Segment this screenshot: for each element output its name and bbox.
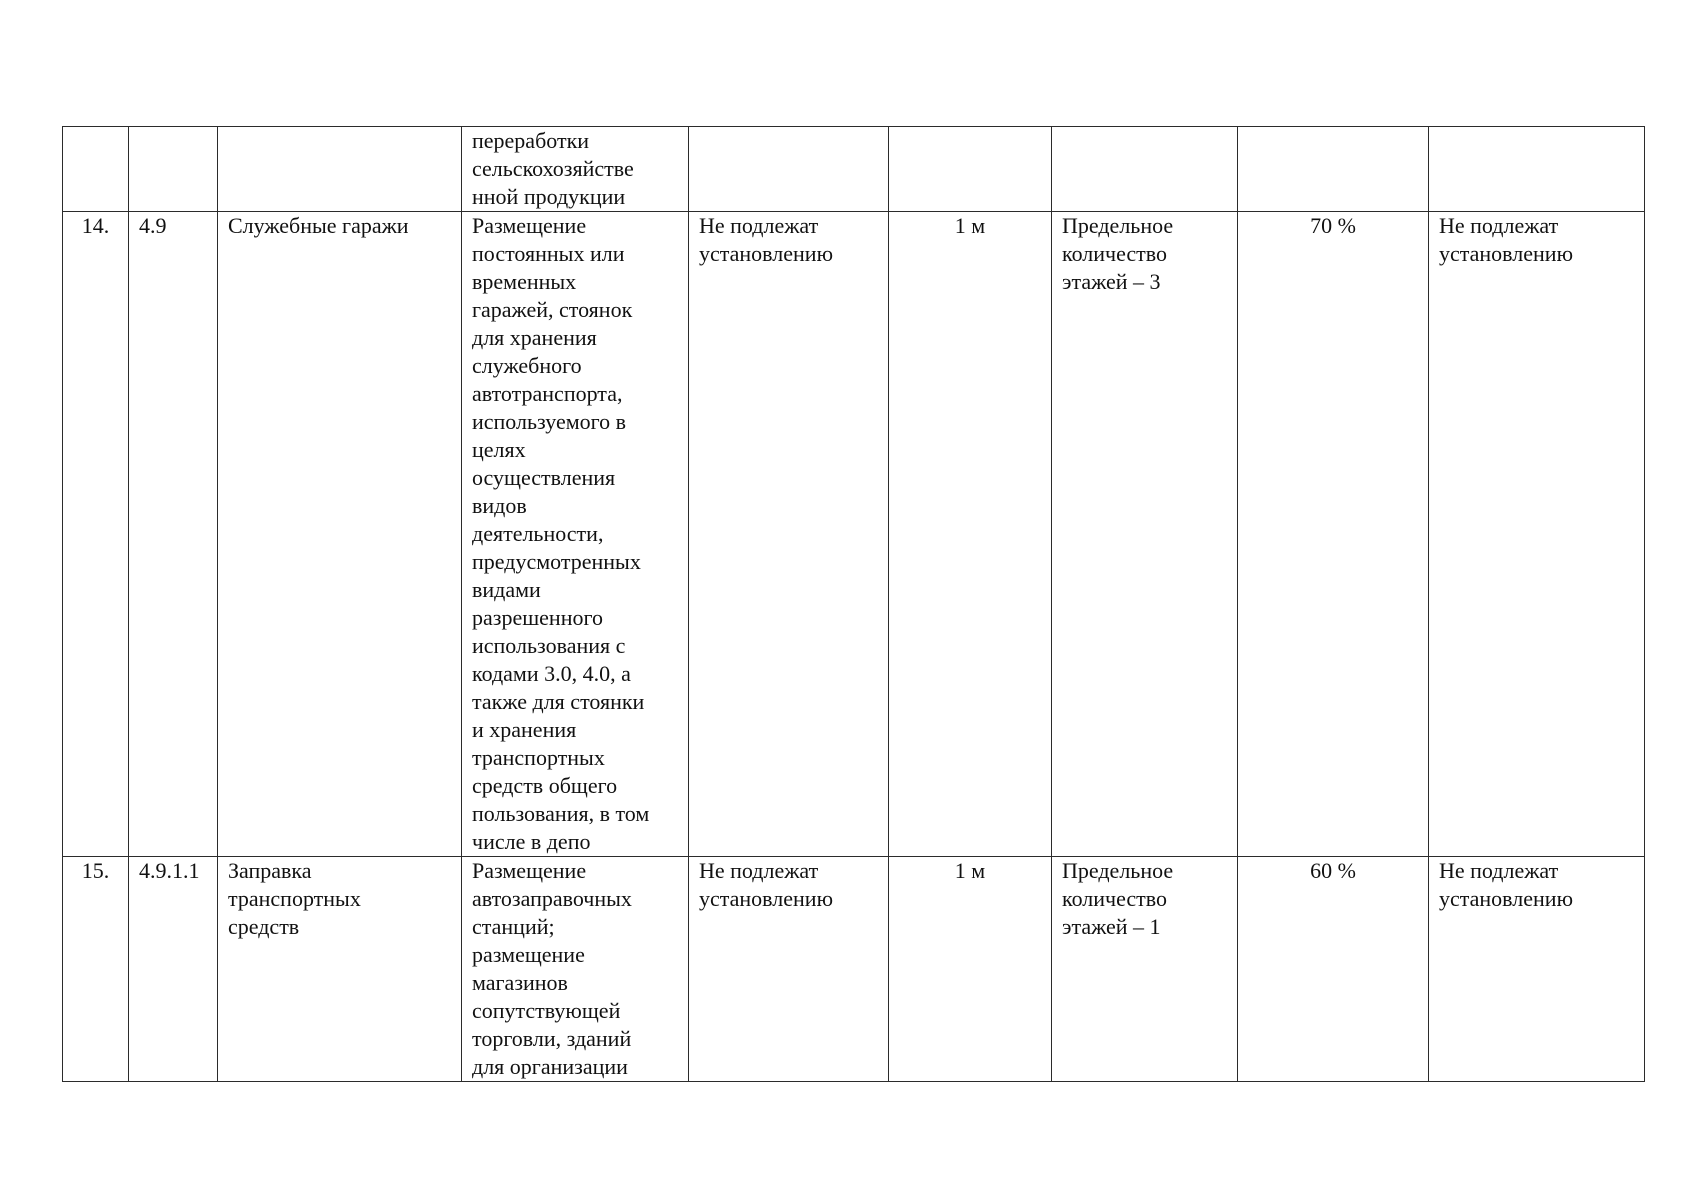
indent-cell: 1 м bbox=[889, 212, 1052, 857]
code-cell: 4.9 bbox=[129, 212, 218, 857]
floors-cell bbox=[1052, 127, 1238, 212]
row-number-cell bbox=[63, 127, 129, 212]
coverage-cell: 70 % bbox=[1238, 212, 1429, 857]
floors-cell: Предельное количество этажей – 1 bbox=[1052, 857, 1238, 1082]
row-number-cell: 15. bbox=[63, 857, 129, 1082]
floors-cell: Предельное количество этажей – 3 bbox=[1052, 212, 1238, 857]
other-params-cell: Не подлежат установлению bbox=[1429, 212, 1645, 857]
row-number-cell: 14. bbox=[63, 212, 129, 857]
table-row bbox=[63, 127, 1645, 212]
table-row bbox=[63, 857, 1645, 1082]
table-row bbox=[63, 212, 1645, 857]
min-area-cell: Не подлежат установлению bbox=[689, 212, 889, 857]
coverage-cell: 60 % bbox=[1238, 857, 1429, 1082]
code-cell: 4.9.1.1 bbox=[129, 857, 218, 1082]
use-description-cell: Размещение автозаправочных станций; размещение магазинов сопутствующей торговли, зданий для организации bbox=[462, 857, 689, 1082]
coverage-cell bbox=[1238, 127, 1429, 212]
min-area-cell bbox=[689, 127, 889, 212]
use-name-cell bbox=[218, 127, 462, 212]
use-name-cell: Служебные гаражи bbox=[218, 212, 462, 857]
other-params-cell: Не подлежат установлению bbox=[1429, 857, 1645, 1082]
zoning-regulations-table bbox=[62, 126, 1645, 1082]
use-description-cell: Размещение постоянных или временных гаражей, стоянок для хранения служебного автотранспорта, используемого в целях осуществления видов деятельности, предусмотренных видами разрешенного использования с кодами 3.0, 4.0, а также для стоянки и хранения транспортных средств общего пользования, в том числе в депо bbox=[462, 212, 689, 857]
min-area-cell: Не подлежат установлению bbox=[689, 857, 889, 1082]
use-name-cell: Заправка транспортных средств bbox=[218, 857, 462, 1082]
use-description-cell: переработки сельскохозяйстве нной продукции bbox=[462, 127, 689, 212]
code-cell bbox=[129, 127, 218, 212]
indent-cell: 1 м bbox=[889, 857, 1052, 1082]
indent-cell bbox=[889, 127, 1052, 212]
other-params-cell bbox=[1429, 127, 1645, 212]
